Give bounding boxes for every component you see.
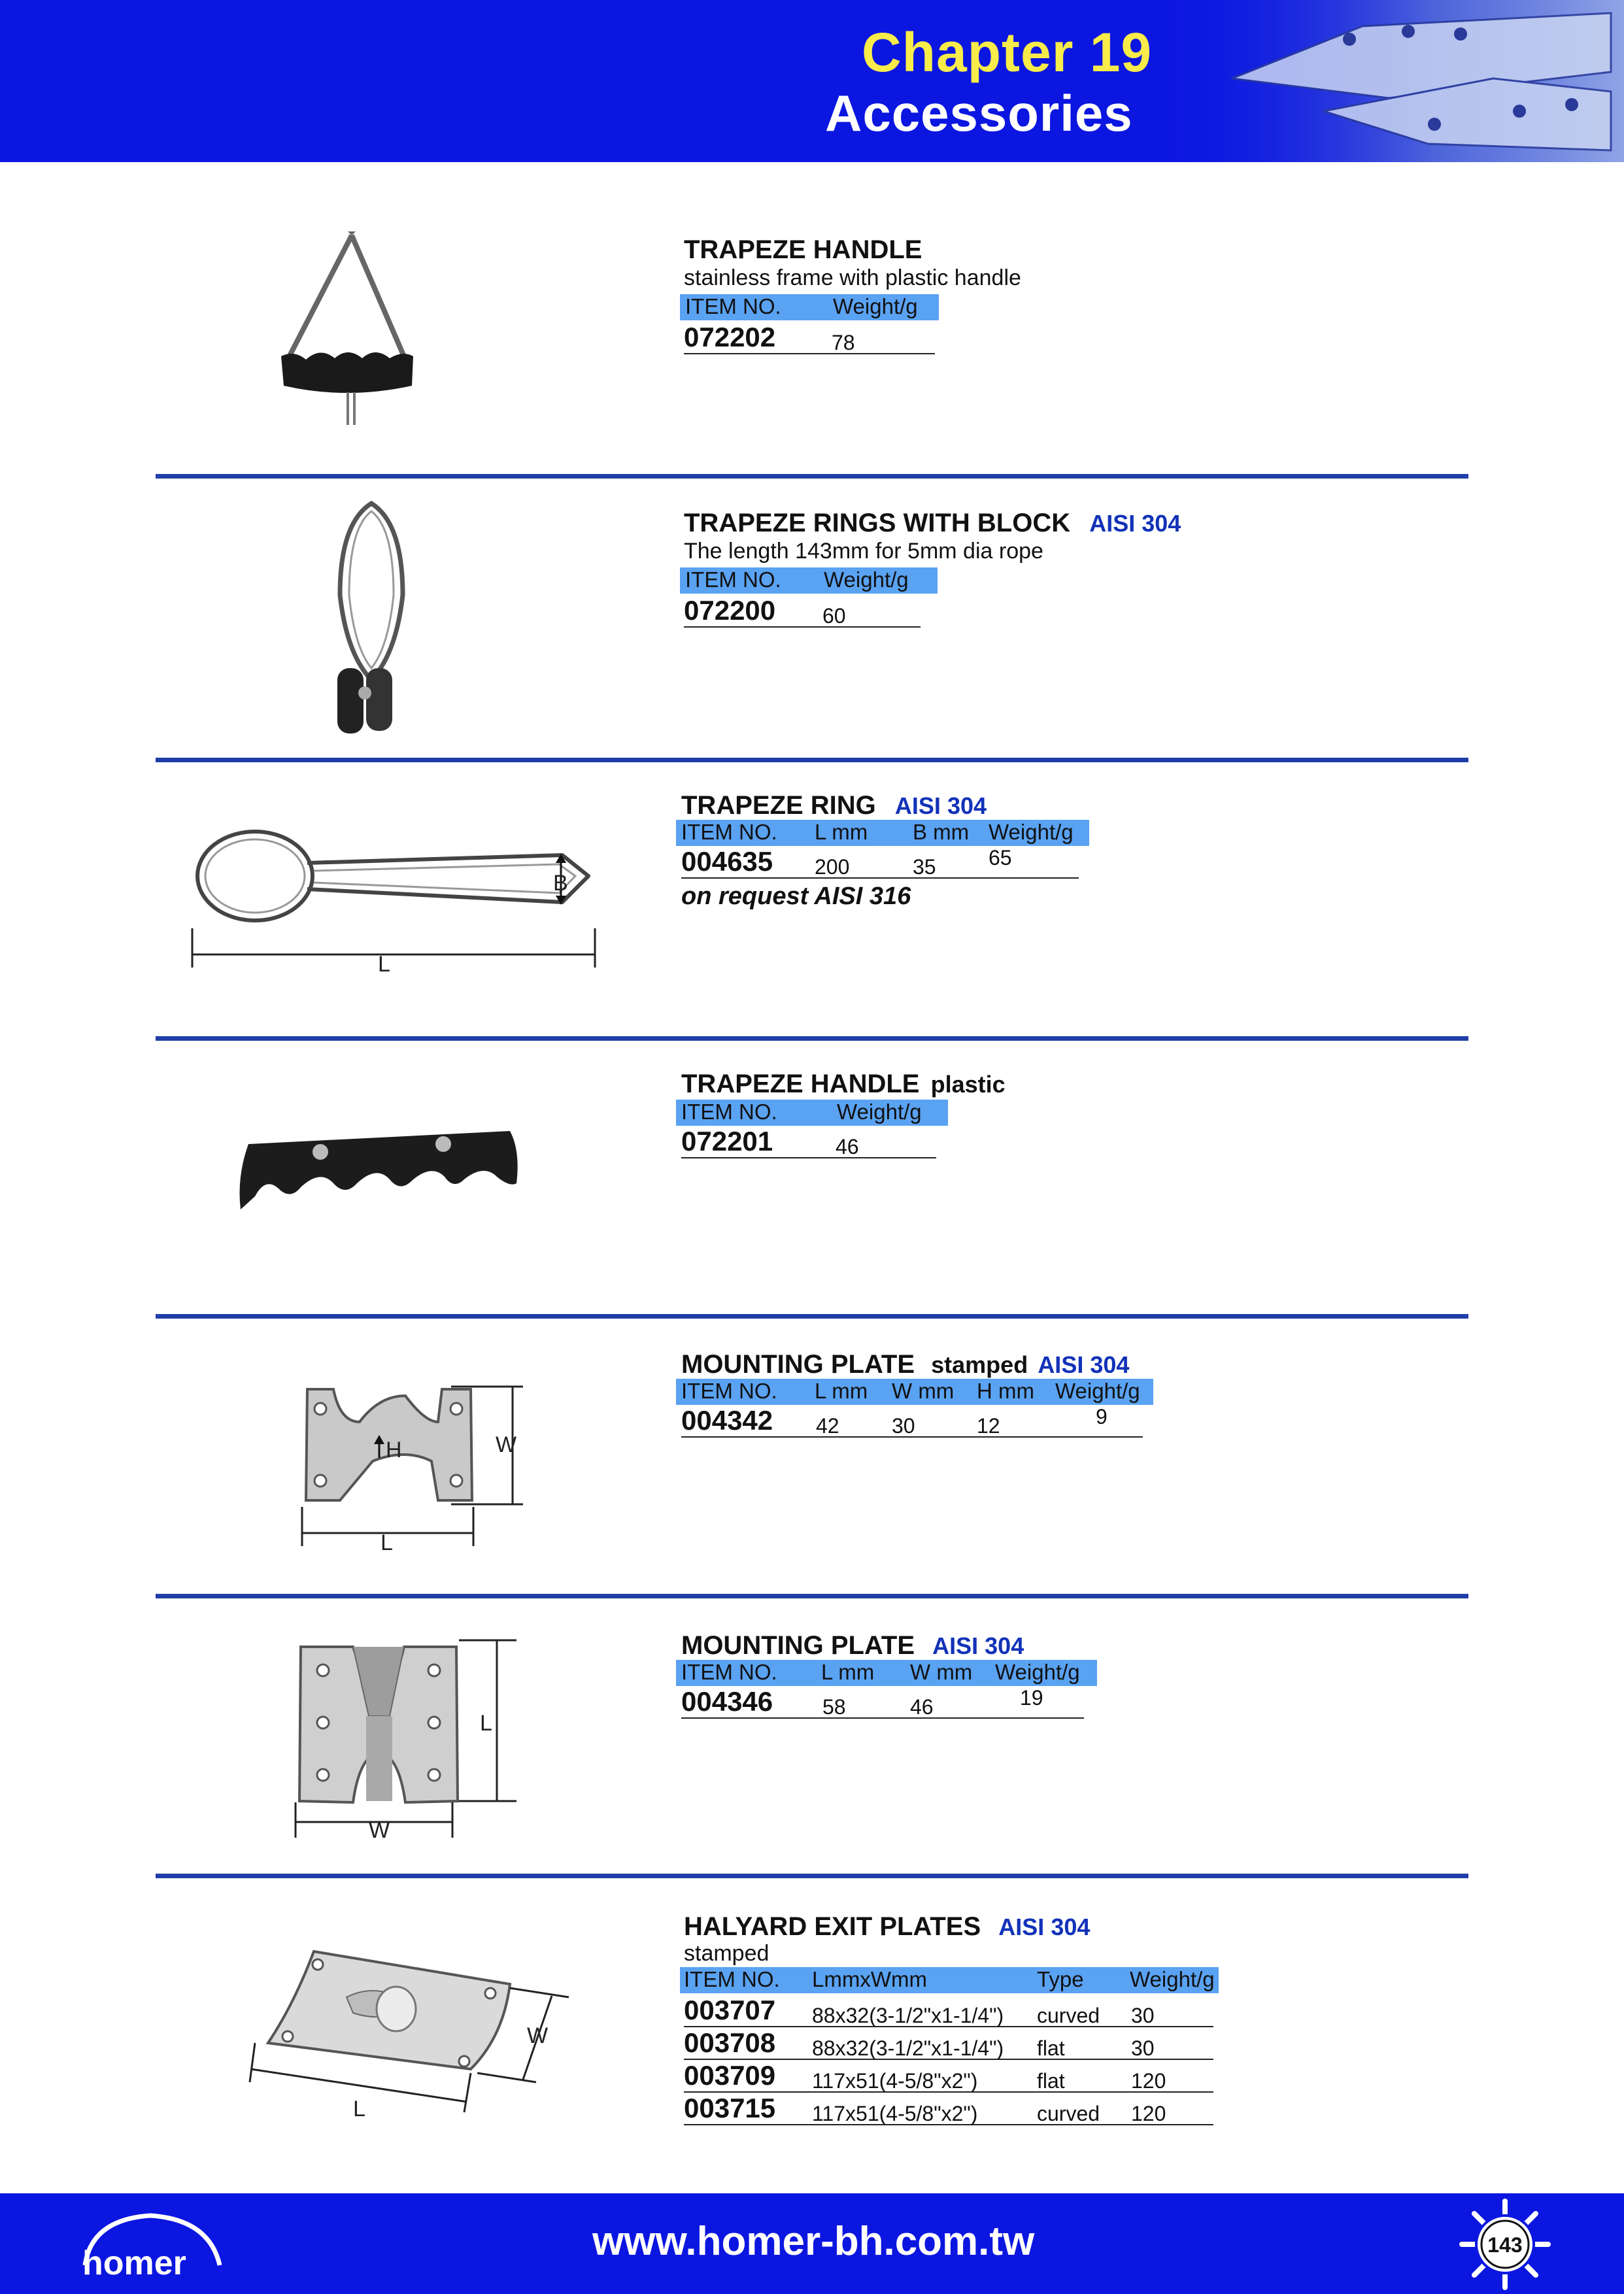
item-number: 003708 [684,2027,776,2058]
column-header: ITEM NO. [681,1379,777,1403]
section-divider [156,1594,1468,1598]
website-url[interactable]: www.homer-bh.com.tw [592,2219,1035,2264]
column-header: W mm [910,1660,973,1684]
type-value: flat [1037,2069,1065,2093]
table-row [684,2026,1213,2060]
column-header: L mm [815,1379,868,1403]
chapter-title: Accessories [825,84,1133,142]
column-header: Weight/g [1055,1379,1140,1403]
column-header: Weight/g [833,294,918,318]
weight-value: 120 [1131,2069,1166,2093]
column-header: Weight/g [995,1660,1080,1684]
product-title: MOUNTING PLATE AISI 304 [681,1631,1024,1660]
column-header: ITEM NO. [685,294,781,318]
ship-wheel-page-badge [1459,2199,1551,2290]
weight-value: 78 [832,331,855,354]
table-row [681,1685,1084,1719]
product-description: stamped [684,1941,770,1966]
item-number: 003715 [684,2093,776,2123]
product-description: stainless frame with plastic handle [684,265,1021,290]
column-header: Weight/g [989,820,1074,844]
item-number: 072201 [681,1126,773,1156]
column-header: L mm [815,820,868,844]
section-divider [156,1314,1468,1319]
weight-value: 19 [1020,1686,1043,1710]
weight-value: 30 [1131,2004,1155,2027]
table-row [681,1404,1143,1438]
item-number: 004342 [681,1405,773,1436]
nautical-hardware-banner-image [1153,0,1624,162]
material-grade: AISI 304 [998,1914,1091,1940]
dimensions-value: 88x32(3-1/2"x1-1/4") [812,2004,1004,2027]
table-row [684,2059,1213,2093]
item-number: 003709 [684,2060,776,2091]
breadth-value: 35 [913,855,936,879]
item-number: 004635 [681,846,773,877]
dimensions-value: 117x51(4-5/8"x2") [812,2069,978,2093]
dimension-label-h: H [386,1438,402,1462]
table-header [680,294,939,320]
table-row [684,320,935,354]
type-value: flat [1037,2036,1065,2060]
product-title: MOUNTING PLATE stamped AISI 304 [681,1350,1130,1379]
length-value: 200 [815,855,850,879]
product-note: stamped [931,1351,1028,1378]
item-number: 003707 [684,1995,776,2025]
table-header [680,1967,1219,1993]
weight-value: 65 [989,846,1012,869]
table-row [681,845,1079,879]
logo-text: homer [82,2244,186,2282]
column-header: Weight/g [837,1100,922,1124]
table-row [684,594,921,628]
item-number: 004346 [681,1686,773,1717]
section-divider [156,1874,1468,1878]
column-header: Weight/g [824,567,909,592]
type-value: curved [1037,2004,1100,2027]
item-number: 072200 [684,595,776,626]
height-value: 12 [977,1414,1000,1438]
column-header: LmmxWmm [812,1967,927,1991]
material-grade: AISI 304 [1038,1351,1130,1378]
product-title: TRAPEZE HANDLE [684,235,922,264]
column-header: Type [1037,1967,1084,1991]
product-title: HALYARD EXIT PLATES AISI 304 [684,1912,1091,1941]
page-footer [0,2193,1624,2294]
trapeze-ring-drawing [183,811,601,974]
table-header [676,1660,1097,1686]
table-header [676,820,1089,846]
column-header: L mm [821,1660,875,1684]
weight-value: 30 [1131,2036,1155,2060]
section-divider [156,1036,1468,1041]
product-title: TRAPEZE RING AISI 304 [681,791,987,820]
product-title: TRAPEZE HANDLE plastic [681,1070,1006,1098]
halyard-exit-plate-drawing [242,1945,582,2141]
column-header: B mm [913,820,970,844]
section-divider [156,474,1468,479]
weight-value: 9 [1096,1405,1108,1428]
column-header: H mm [977,1379,1034,1403]
plastic-grip-drawing [235,1124,523,1223]
column-header: W mm [892,1379,955,1403]
trapeze-ring-with-block-drawing [320,497,425,745]
column-header: ITEM NO. [685,567,781,592]
dimension-label-b: B [553,871,568,896]
trapeze-handle-drawing [275,229,418,431]
dimensions-value: 117x51(4-5/8"x2") [812,2102,978,2125]
table-header [676,1100,948,1126]
homer-logo [72,2206,235,2285]
material-grade: AISI 304 [1089,510,1181,537]
column-header: ITEM NO. [681,1100,777,1124]
weight-value: 46 [836,1135,859,1158]
on-request-note: on request AISI 316 [681,883,911,910]
material-grade: AISI 304 [894,792,987,819]
dimensions-value: 88x32(3-1/2"x1-1/4") [812,2036,1004,2060]
dimension-label-w: W [496,1432,517,1457]
weight-value: 60 [822,604,846,628]
column-header: ITEM NO. [681,820,777,844]
column-header: ITEM NO. [684,1967,780,1991]
product-title: TRAPEZE RINGS WITH BLOCK AISI 304 [684,509,1181,537]
material-grade: AISI 304 [932,1632,1024,1659]
page-number: 143 [1487,2233,1523,2257]
dimension-label-l: L [353,2097,365,2121]
table-row [681,1124,936,1158]
dimension-label-l: L [378,952,390,974]
dimension-label-w: W [369,1818,390,1840]
width-value: 30 [892,1414,915,1438]
type-value: curved [1037,2102,1100,2125]
mounting-plate-stamped-drawing [294,1383,530,1553]
table-row [684,2091,1213,2125]
column-header: Weight/g [1130,1967,1215,1991]
dimension-label-l: L [381,1530,393,1553]
column-header: ITEM NO. [681,1660,777,1684]
product-note: plastic [930,1071,1006,1098]
weight-value: 120 [1131,2102,1166,2125]
table-header [680,567,938,594]
dimension-label-w: W [527,2023,549,2048]
section-divider [156,758,1468,762]
product-description: The length 143mm for 5mm dia rope [684,539,1043,564]
table-row [684,1993,1213,2027]
item-number: 072202 [684,322,776,352]
length-value: 42 [816,1414,839,1438]
width-value: 46 [910,1695,934,1719]
chapter-number: Chapter 19 [862,22,1153,83]
page-header [0,0,1624,162]
table-header [676,1379,1153,1405]
mounting-plate-drawing [288,1638,523,1840]
length-value: 58 [822,1695,846,1719]
dimension-label-l: L [480,1711,492,1736]
